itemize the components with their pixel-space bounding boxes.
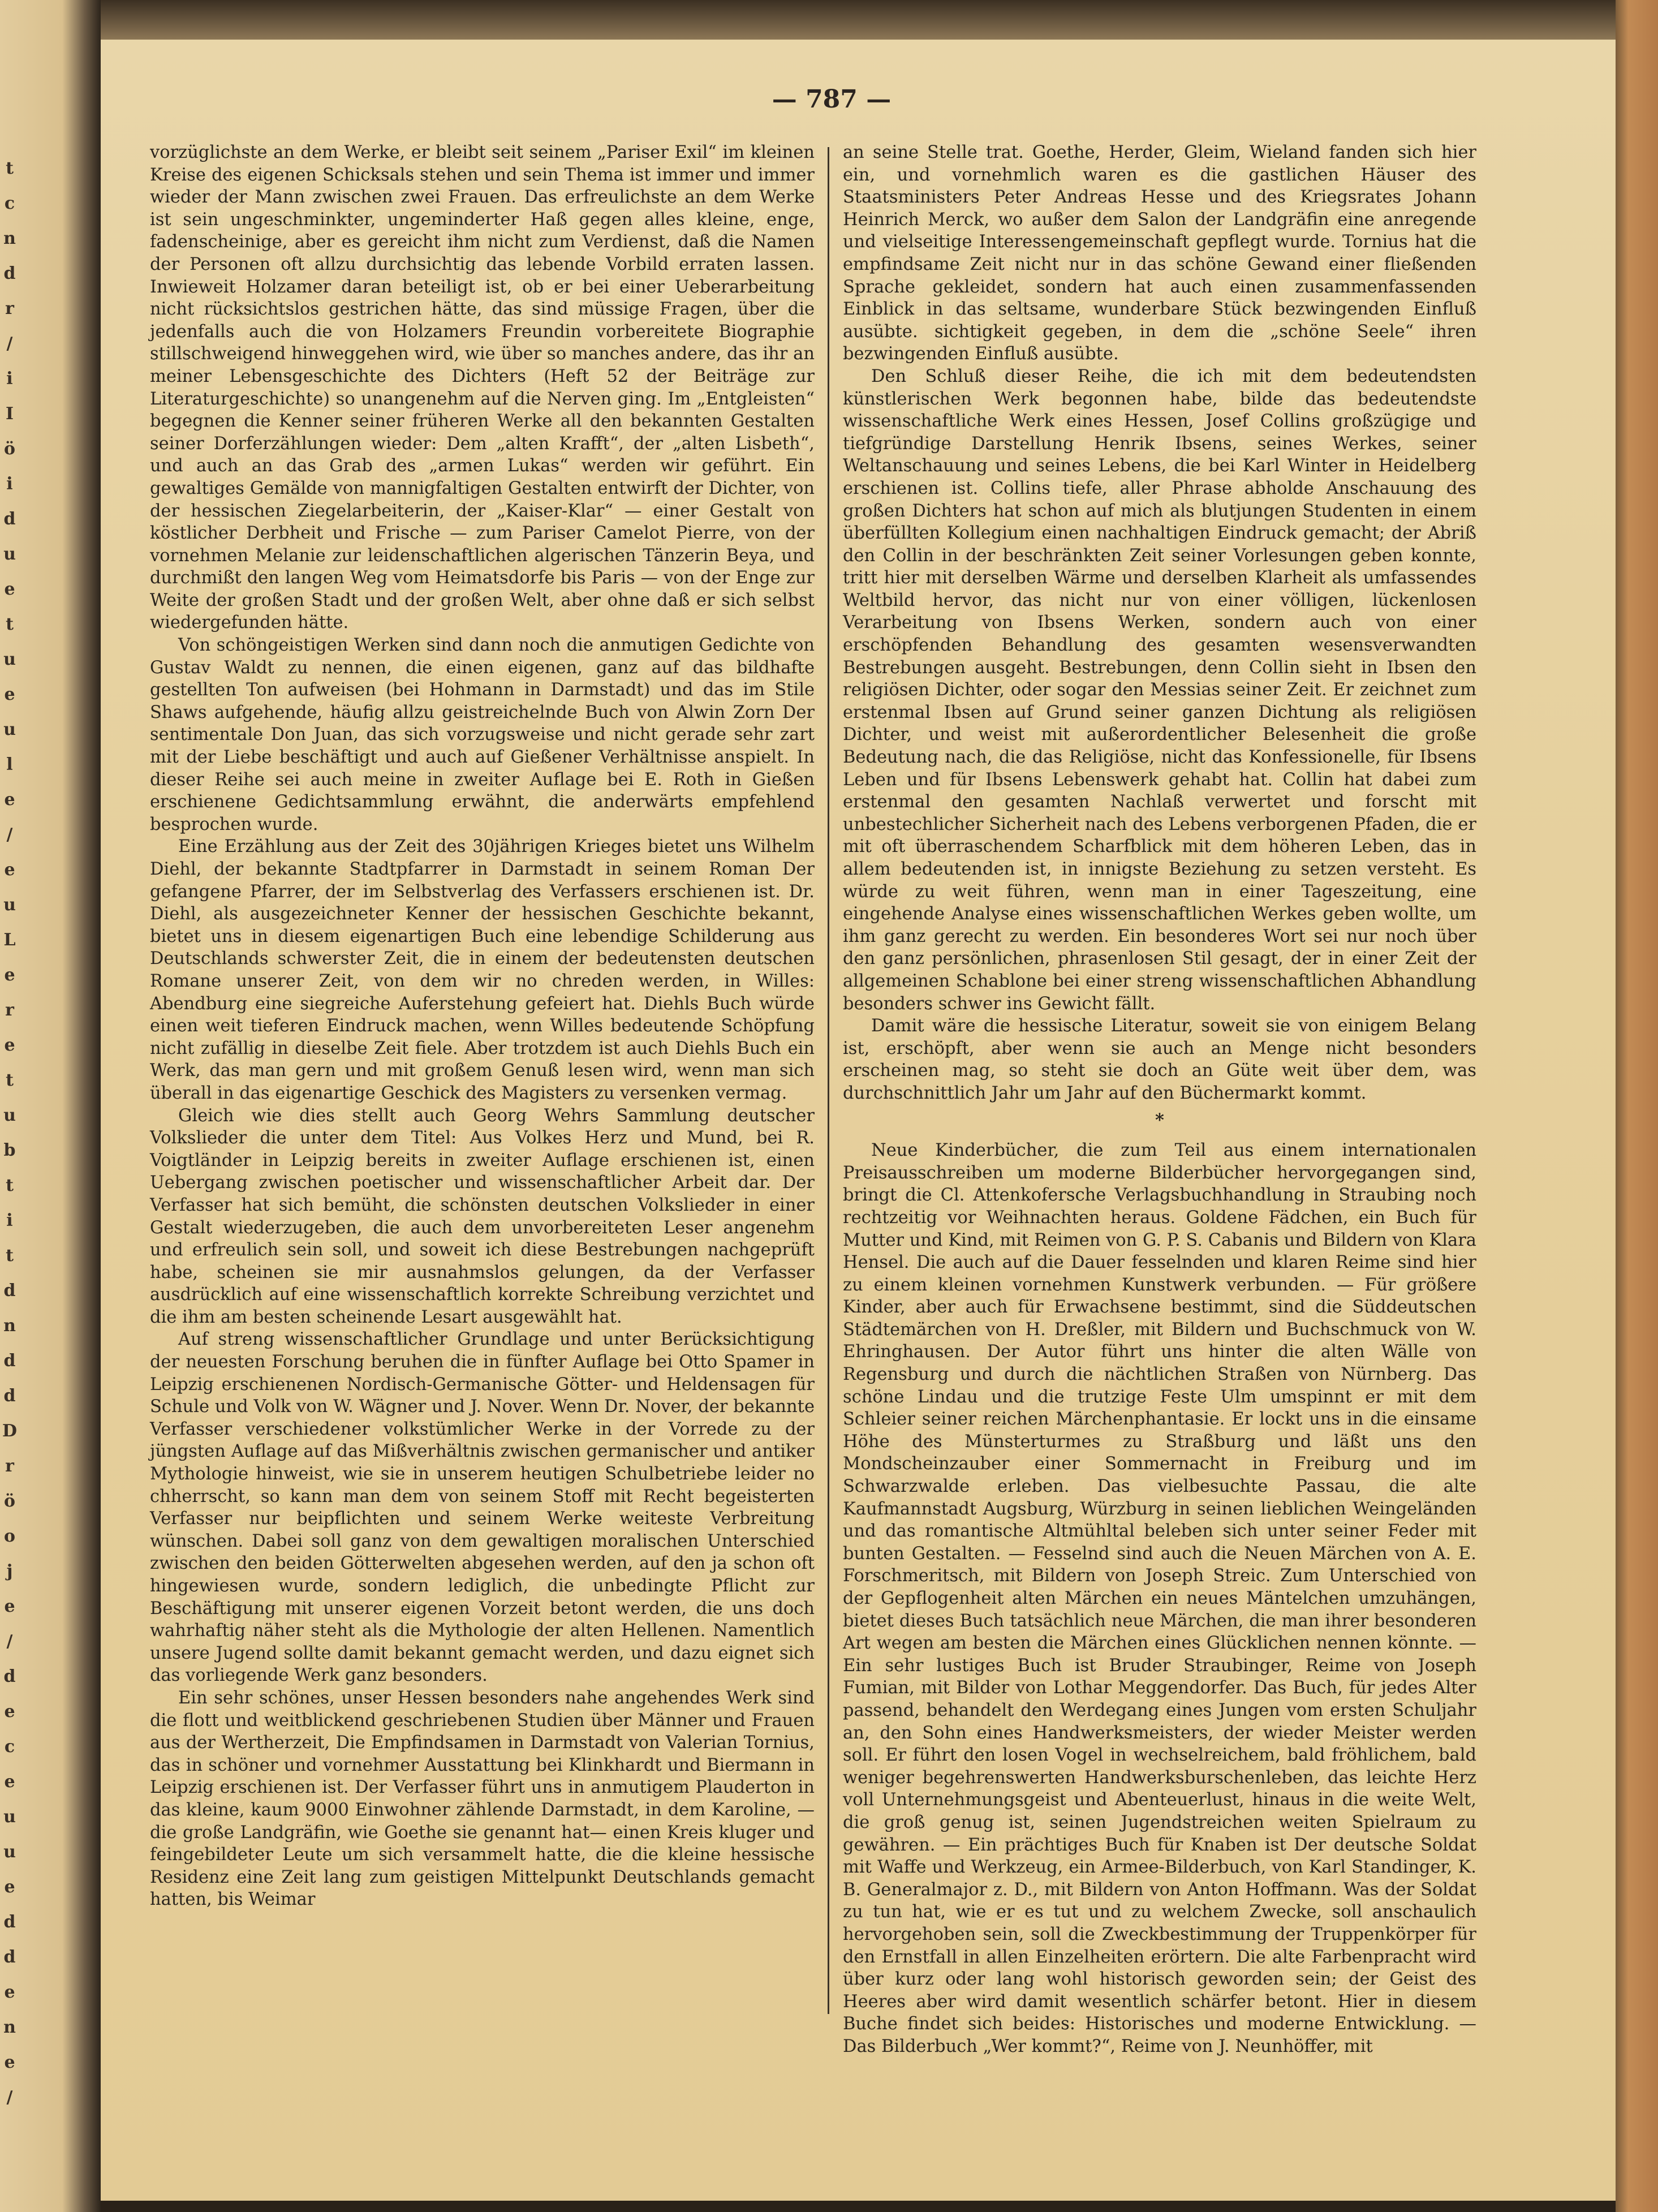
facing-page-letter-fragment: u bbox=[3, 544, 16, 564]
paragraph: Gleich wie dies stellt auch Georg Wehrs Sammlung deutscher Volkslieder die unter dem Titel: Aus Volkes Herz und Mund, bei R. Voigtländer in Leipzig bereits in zweiter Auflage erschienen ist, einen Uebergang zwischen poetischer und wissenschaftlicher Arbeit dar. Der Verfasser hat sich bemüht, die schönsten deutschen Volkslieder in einer Gestalt wiederzugeben, die auch dem unvorbereiteten Leser angenehm und erfreulich sein soll, und soweit ich diese Bestrebungen nachgeprüft habe, scheinen sie mir ausnahmslos gelungen, da der Verfasser ausdrücklich auf eine wissenschaftlich korrekte Schreibung verzichtet und die ihm am besten scheinende Lesart ausgewählt hat. bbox=[150, 1105, 815, 1327]
facing-page-letter-fragment: d bbox=[3, 1947, 16, 1967]
facing-page-letter-fragment: / bbox=[6, 1632, 13, 1651]
facing-page-letter-fragment: d bbox=[3, 264, 16, 283]
page-number: — 787 — bbox=[772, 85, 892, 114]
facing-page-letter-fragment: n bbox=[3, 2017, 16, 2037]
facing-page-letter-fragment: t bbox=[6, 614, 14, 634]
left-facing-page-edge bbox=[0, 0, 101, 2212]
facing-page-letter-fragment: r bbox=[5, 1456, 14, 1476]
facing-page-letter-fragment: u bbox=[3, 1807, 16, 1827]
paragraph: Den Schluß dieser Reihe, die ich mit dem bedeutendsten künstlerischen Werk begonnen habe, bilde das bedeutendste wissenschaftliche Werk eines Hessen, Josef Collins großzügige und tiefgründige Darstellung Henrik Ibsens, seines Werkes, seiner Weltanschauung und seines Lebens, die bei Karl Winter in Heidelberg erschienen ist. Collins tiefe, aller Phrase abholde Anschauung des großen Dichters hat schon auf mich als blutjungen Studenten in einem überfüllten Kollegium einen nachhaltigen Eindruck gemacht; der Abriß den Collin in der beschränkten Zeit seiner Vorlesungen geben konnte, tritt hier mit derselben Wärme und derselben Klarheit als umfassendes Weltbild hervor, das nicht nur von einer völligen, lückenlosen Verarbeitung von Ibsens Werken, sondern auch von einer erschöpfenden Behandlung des gesamten wesensverwandten Bestrebungen ausgeht. Bestrebungen, denn Collin sieht in Ibsen den religiösen Dichter, oder sogar den Messias seiner Zeit. Er zeichnet zum erstenmal Ibsen auf Grund seiner ganzen Dichtung als religiösen Dichter, und weist mit außerordentlicher Belesenheit die große Bedeutung nach, die das Religiöse, nicht das Konfessionelle, für Ibsens Leben und für Ibsens Lebenswerk gehabt hat. Collin hat dabei zum erstenmal den gesamten Nachlaß verwertet und forscht mit unbestechlicher Sicherheit nach des Lebens verborgenen Pfaden, die er mit oft überraschendem Scharfblick mit dem höheren Leben, das in allem bedeutenden ist, in innigste Beziehung zu setzen versteht. Es würde zu weit führen, wenn man in einer Tageszeitung, eine eingehende Analyse eines wissenschaftlichen Werkes geben wollte, um ihm ganz gerecht zu werden. Ein besonderes Wort sei nur noch über den ganz persönlichen, phrasenlosen Stil gesagt, der in einer Zeit der allgemeinen Schablone bei einer streng wissenschaftlichen Abhandlung besonders schwer ins Gewicht fällt. bbox=[843, 366, 1476, 1014]
facing-page-letter-fragment: d bbox=[3, 1351, 16, 1371]
facing-page-letter-fragment: t bbox=[6, 158, 14, 178]
facing-page-letter-fragment: d bbox=[3, 1667, 16, 1686]
paragraph: Auf streng wissenschaftlicher Grundlage und unter Berücksichtigung der neuesten Forschung beruhen die in fünfter Auflage bei Otto Spamer in Leipzig erschienenen Nordisch-Germanische Götter- und Heldensagen für Schule und Volk von W. Wägner und J. Nover. Wenn Dr. Nover, der bekannte Verfasser verschiedener volkstümlicher Werke in der Vorrede zu der jüngsten Auflage auf das Mißverhältnis zwischen germanischer und antiker Mythologie hinweist, wie sie in unserem heutigen Schulbetriebe leider no chherrscht, so kann man dem von seinem Stoff mit Recht begeisterten Verfasser nur beipflichten und seinem Werke weiteste Verbreitung wünschen. Dabei soll ganz von dem gewaltigen moralischen Unterschied zwischen den beiden Götterwelten abgesehen werden, auf den ja schon oft hingewiesen wurde, sondern lediglich, die unbedingte Pflicht zur Beschäftigung mit unserer eigenen Vorzeit betont werden, die uns doch wahrhaftig näher steht als die Mythologie der alten Hellenen. Namentlich unsere Jugend sollte damit bekannt gemacht werden, und dazu eignet sich das vorliegende Werk ganz besonders. bbox=[150, 1329, 815, 1686]
facing-page-letter-fragment: D bbox=[2, 1421, 17, 1441]
facing-page-letter-fragment: d bbox=[3, 1912, 16, 1932]
facing-page-letter-fragment: ö bbox=[3, 439, 15, 459]
paragraph: Von schöngeistigen Werken sind dann noch die anmutigen Gedichte von Gustav Waldt zu nennen, die einen eigenen, ganz auf das bildhafte gestellten Ton aufweisen (bei Hohmann in Darmstadt) und das im Stile Shaws aufgehende, häufig allzu geistreichelnde Buch von Alwin Zorn Der sentimentale Don Juan, das sich vorzugsweise und nicht gerade sehr zart mit der Liebe beschäftigt und auch auf Gießener Verhältnisse anspielt. In dieser Reihe sei auch meine in zweiter Auflage bei E. Roth in Gießen erschienene Gedichtsammlung erwähnt, die anderwärts empfehlend besprochen wurde. bbox=[150, 635, 815, 834]
paragraph: Eine Erzählung aus der Zeit des 30jährigen Krieges bietet uns Wilhelm Diehl, der bekannte Stadtpfarrer in Darmstadt in seinem Roman Der gefangene Pfarrer, der im Selbstverlag des Verfassers erschienen ist. Dr. Diehl, als ausgezeichneter Kenner der hessischen Geschichte bekannt, bietet uns in diesem eigenartigen Buch eine lebendige Schilderung aus Deutschlands schwerster Zeit, die in einem der bedeutensten deutschen Romane unserer Zeit, von dem wir no chreden werden, in Willes: Abendburg eine siegreiche Auferstehung gefeiert hat. Diehls Buch würde einen weit tieferen Eindruck machen, wenn Willes bedeutende Schöpfung nicht zufällig in dieselbe Zeit fiele. Aber trotzdem ist auch Diehls Buch ein Werk, das man gern und mit großem Genuß lesen wird, wenn man sich überall in das eigenartige Geschick des Magisters zu versenken vermag. bbox=[150, 837, 815, 1103]
facing-page-letter-fragment: i bbox=[6, 1211, 13, 1230]
facing-page-letter-fragment: r bbox=[5, 1000, 14, 1020]
paragraph: Ein sehr schönes, unser Hessen besonders nahe angehendes Werk sind die flott und weitblickend geschriebenen Studien über Männer und Frauen aus der Wertherzeit, Die Empfindsamen in Darmstadt von Valerian Tornius, das in schöner und vornehmer Ausstattung bei Klinkhardt und Biermann in Leipzig erschienen ist. Der Verfasser führt uns in anmutigem Plauderton in das kleine, kaum 9000 Einwohner zählende Darmstadt, in dem Karoline, — die große Landgräfin, wie Goethe sie genannt hat— einen Kreis kluger und feingebildeter Leute um sich versammelt hatte, die die kleine hessische Residenz eine Zeit lang zum geistigen Mittelpunkt Deutschlands gemacht hatten, bis Weimar bbox=[150, 1688, 815, 1910]
paragraph: vorzüglichste an dem Werke, er bleibt seit seinem „Pariser Exil“ im kleinen Kreise des eigenen Schicksals stehen und sein Thema ist immer und immer wieder der Mann zwischen zwei Frauen. Das erfreulichste an dem Werke ist sein ungeschminkter, ungeminderter Haß gegen alles kleine, enge, fadenscheinige, aber es gereicht ihm nicht zum Verdienst, daß die Namen der Personen oft allzu durchsichtig das lebende Vorbild erraten lassen. Inwieweit Holzamer daran beteiligt ist, ob er bei einer Ueberarbeitung nicht rücksichtslos gestrichen hätte, das sind müssige Fragen, über die jedenfalls auch die von Holzamers Freundin vorbereitete Biographie stillschweigend hinweggehen wird, wie über so manches andere, das ihr an meiner Lebensgeschichte des Dichters (Heft 52 der Beiträge zur Literaturgeschichte) so unangenehm auf die Nerven ging. Im „Entgleisten“ begegnen die Kenner seiner früheren Werke all den bekannten Gestalten seiner Dorferzählungen wieder: Dem „alten Krafft“, der „alten Lisbeth“, und auch an das Grab des „armen Lukas“ werden wir geführt. Ein gewaltiges Gemälde von mannigfaltigen Gestalten entwirft der Dichter, von der hessischen Ziegelarbeiterin, der „Kaiser-Klar“ — einer Gestalt von köstlicher Derbheit und Frische — zum Pariser Camelot Pierre, von der vornehmen Melanie zur leidenschaftlichen algerischen Tänzerin Beya, und durchmißt den langen Weg vom Heimatsdorfe bis Paris — von der Enge zur Weite der großen Stadt und der großen Welt, aber ohne daß er sich selbst wiedergefunden hätte. bbox=[150, 143, 815, 633]
facing-page-letter-fragment: / bbox=[6, 334, 13, 354]
facing-page-letter-fragment: u bbox=[3, 1105, 16, 1125]
facing-page-letter-fragment: d bbox=[3, 509, 16, 529]
facing-page-letter-fragment: e bbox=[4, 1772, 15, 1792]
facing-page-letter-fragment: n bbox=[3, 1316, 16, 1336]
binding-top-shadow bbox=[101, 0, 1616, 40]
facing-page-letter-fragment: u bbox=[3, 720, 16, 739]
facing-page-letter-fragment: e bbox=[4, 965, 15, 985]
facing-page-letter-fragment: I bbox=[5, 404, 14, 424]
facing-page-letter-fragment: e bbox=[4, 1702, 15, 1722]
facing-page-letter-fragment: e bbox=[4, 790, 15, 810]
facing-page-letter-fragment: c bbox=[4, 193, 15, 213]
facing-page-letter-fragment: j bbox=[6, 1561, 13, 1581]
facing-page-letter-fragment: d bbox=[3, 1281, 16, 1301]
facing-page-letter-fragment: t bbox=[6, 1070, 14, 1090]
facing-page-letter-fragment: e bbox=[4, 2052, 15, 2072]
facing-page-letter-fragment: d bbox=[3, 1386, 16, 1406]
facing-page-letter-fragment: e bbox=[4, 685, 15, 704]
facing-page-letter-fragment: u bbox=[3, 895, 16, 915]
facing-page-letter-fragment: n bbox=[3, 229, 16, 248]
column-divider-rule bbox=[828, 147, 829, 2014]
facing-page-letter-fragment: e bbox=[4, 579, 15, 599]
section-separator-asterisk: * bbox=[1155, 1109, 1164, 1130]
facing-page-letter-fragment: e bbox=[4, 1877, 15, 1897]
left-text-column bbox=[150, 141, 815, 1911]
facing-page-letter-fragment: e bbox=[4, 1982, 15, 2002]
facing-page-letter-fragment: e bbox=[4, 1035, 15, 1055]
book-edge-right bbox=[1616, 0, 1658, 2212]
facing-page-letter-fragment: t bbox=[6, 1246, 14, 1266]
facing-page-letter-fragment: e bbox=[4, 860, 15, 880]
facing-page-letter-fragment: / bbox=[6, 2088, 13, 2107]
facing-page-letter-fragment: L bbox=[3, 930, 16, 950]
facing-page-letter-fragment: c bbox=[4, 1737, 15, 1757]
facing-page-letter-fragment: l bbox=[6, 755, 13, 774]
facing-page-letter-fragment: t bbox=[6, 1176, 14, 1195]
facing-page-letter-fragment: e bbox=[4, 1596, 15, 1616]
paragraph: Neue Kinderbücher, die zum Teil aus einem internationalen Preisausschreiben um moderne Bilderbücher hervorgegangen sind, bringt die Cl. Attenkofersche Verlagsbuchhandlung in Straubing noch rechtzeitig vor Weihnachten heraus. Goldene Fädchen, ein Buch für Mutter und Kind, mit Reimen von G. P. S. Cabanis und Bildern von Klara Hensel. Die auch auf die Dauer fesselnden und klaren Reime sind hier zu einem kleinen vornehmen Kunstwerk verbunden. — Für größere Kinder, aber auch für Erwachsene bestimmt, sind die Süddeutschen Städtemärchen von H. Dreßler, mit Bildern und Buchschmuck von W. Ehringhausen. Der Autor führt uns hinter die alten Wälle von Regensburg und durch die nächtlichen Straßen von Nürnberg. Das schöne Lindau und die trutzige Feste Ulm umspinnt er mit dem Schleier seiner reichen Märchenphantasie. Er lockt uns in die einsame Höhe des Münsterturmes zu Straßburg und läßt uns den Mondscheinzauber einer Sommernacht in Freiburg und im Schwarzwalde erleben. Das vielbesuchte Passau, die alte Kaufmannstadt Augsburg, Würzburg in seinen lieblichen Weingeländen und das romantische Altmühltal beleben sich unter seiner Feder mit bunten Gestalten. — Fesselnd sind auch die Neuen Märchen von A. E. Forschmeritsch, mit Bildern von Joseph Streic. Zum Unterschied von der Gepflogenheit alten Märchen ein neues Mäntelchen umzuhängen, bietet dieses Buch tatsächlich neue Märchen, die man ihrer besonderen Art wegen am besten die Märchen eines Glücklichen nennen könnte. — Ein sehr lustiges Buch ist Bruder Straubinger, Reime von Joseph Fumian, mit Bilder von Lothar Meggendorfer. Das Buch, für jedes Alter passend, behandelt den Werdegang eines Jungen vom ersten Schuljahr an, den Sohn eines Handwerksmeisters, der wieder Meister werden soll. Er führt den losen Vogel in wechselreichem, bald fröhlichem, bald weniger begehrenswerten Handwerksburschenleben, das leichte Herz voll Unternehmungsgeist und Abenteuerlust, hinaus in die weite Welt, die groß genug ist, seinen Jugendstreichen weiten Spielraum zu gewähren. — Ein prächtiges Buch für Knaben ist Der deutsche Soldat mit Waffe und Werkzeug, ein Armee-Bilderbuch, von Karl Standinger, K. B. Generalmajor z. D., mit Bildern von Anton Hoffmann. Was der Soldat zu tun hat, wie er es tut und zu welchem Zwecke, soll anschaulich hervorgehoben sein, soll die Zweckbestimmung der Truppenkörper für den Ernstfall in allen Einzelheiten erörtern. Die alte Farbenpracht wird über kurz oder lang wohl historisch geworden sein; der Geist des Heeres aber wird damit wesentlich schärfer betont. Hier in diesem Buche findet sich beides: Historisches und moderne Entwicklung. — Das Bilderbuch „Wer kommt?“, Reime von J. Neunhöffer, mit bbox=[843, 1141, 1476, 2056]
facing-page-letter-fragment: u bbox=[3, 649, 16, 669]
facing-page-letter-fragment: u bbox=[3, 1842, 16, 1862]
facing-page-letter-fragment: b bbox=[3, 1141, 16, 1160]
facing-page-letter-fragment: i bbox=[6, 474, 13, 494]
facing-page-letter-fragment: o bbox=[3, 1526, 15, 1546]
facing-page-letter-fragment: i bbox=[6, 369, 13, 389]
facing-page-letter-fragment: / bbox=[6, 825, 13, 845]
right-text-column bbox=[843, 141, 1476, 2058]
paragraph: Damit wäre die hessische Literatur, soweit sie von einigem Belang ist, erschöpft, aber wenn sie auch an Menge nicht besonders erscheinen mag, so steht sie doch an Güte weit über dem, was durchschnittlich Jahr um Jahr auf den Büchermarkt kommt. bbox=[843, 1016, 1476, 1103]
facing-page-letter-fragment: ö bbox=[3, 1491, 15, 1511]
facing-page-letter-fragment: r bbox=[5, 299, 14, 319]
paragraph: an seine Stelle trat. Goethe, Herder, Gleim, Wieland fanden sich hier ein, und vornehmlich waren es die gastlichen Häuser des Staatsministers Peter Andreas Hesse und des Kriegsrates Johann Heinrich Merck, wo außer dem Salon der Landgräfin eine anregende und vielseitige Interessengemeinschaft gepflegt wurde. Tornius hat die empfindsame Zeit nicht nur in das schöne Gewand einer fließenden Sprache gekleidet, sondern hat auch einen zusammenfassenden Einblick in das seltsame, wunderbare Stück bezwingenden Einfluß ausübte. sichtigkeit gegeben, in dem die „schöne Seele“ ihren bezwingenden Einfluß ausübte. bbox=[843, 143, 1476, 364]
